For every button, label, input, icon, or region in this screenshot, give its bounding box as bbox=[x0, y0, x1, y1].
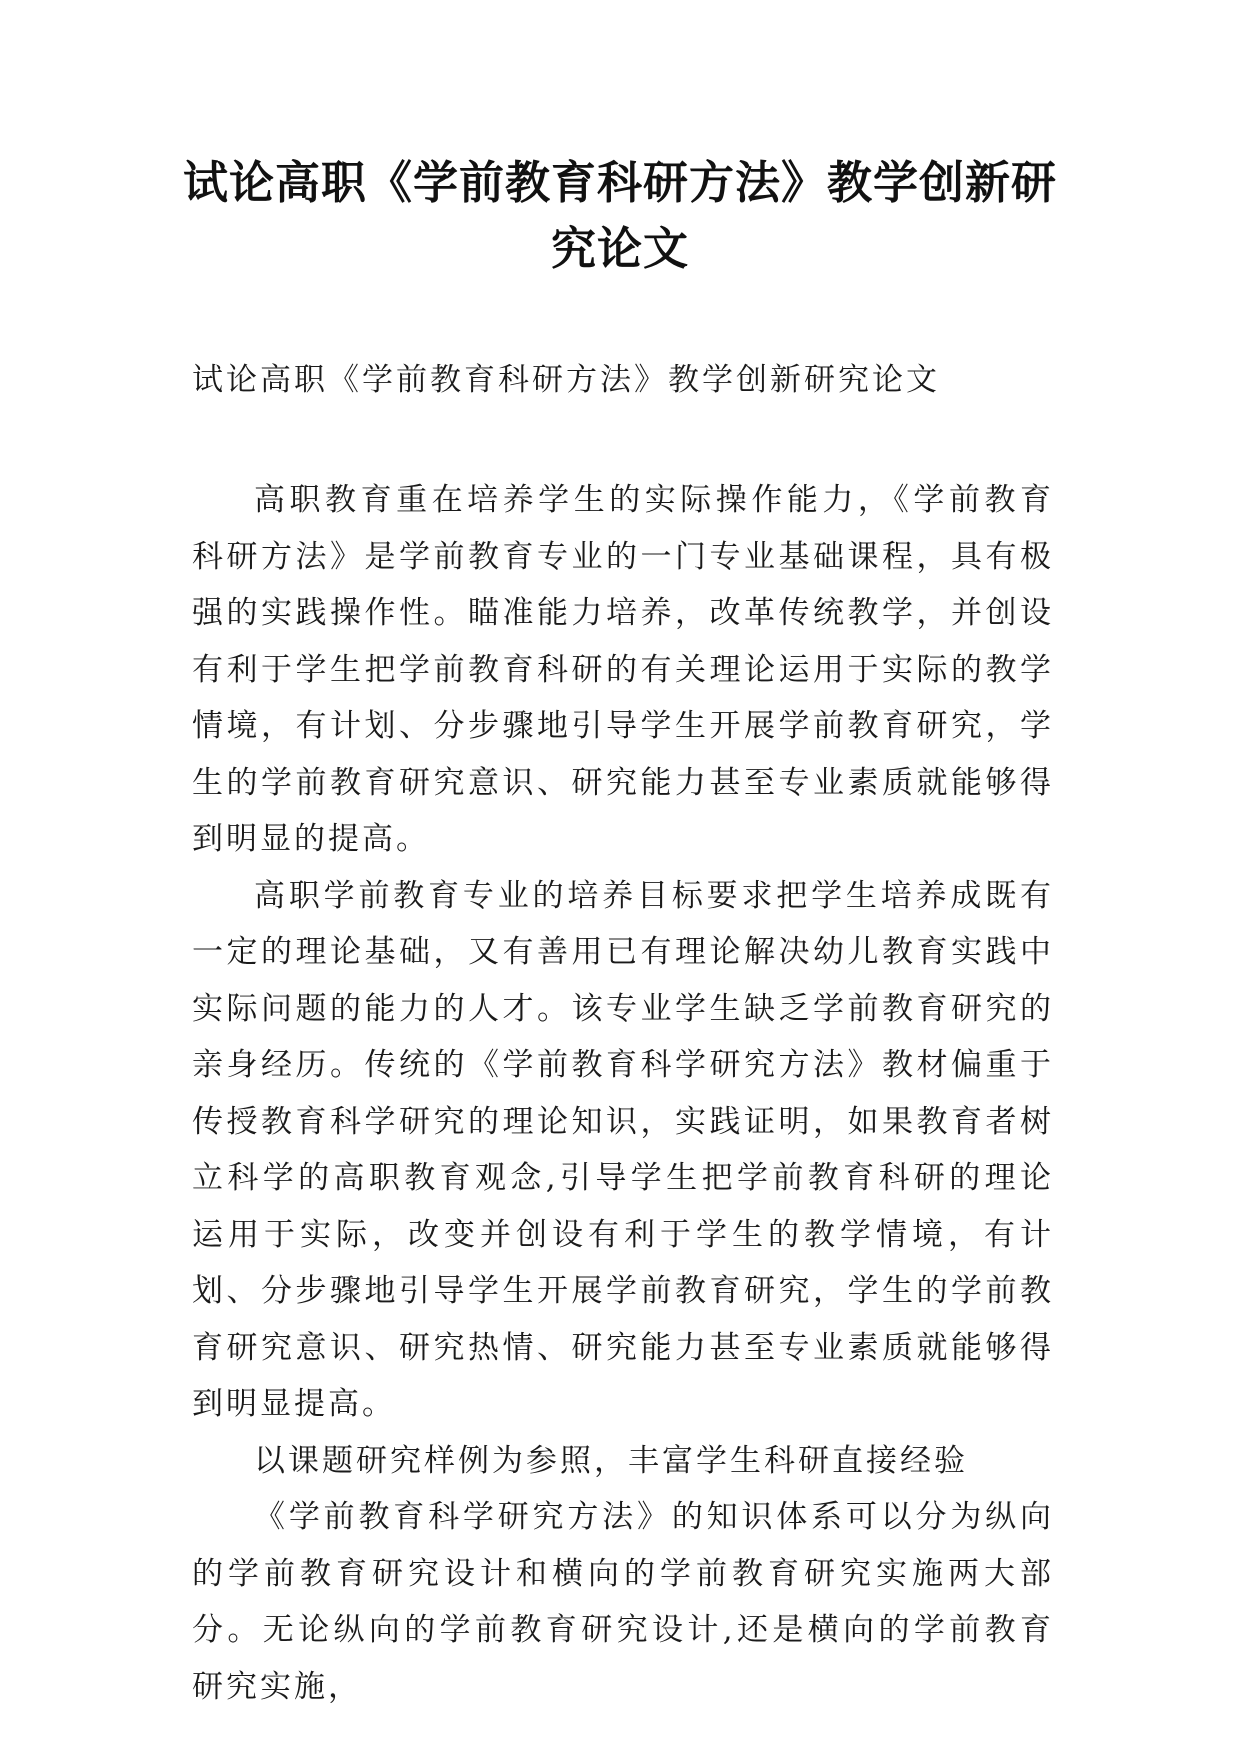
section-heading: 以课题研究样例为参照，丰富学生科研直接经验 bbox=[254, 1442, 968, 1479]
document-body bbox=[192, 472, 1054, 1715]
body-paragraph: 高职教育重在培养学生的实际操作能力，《学前教育科研方法》是学前教育专业的一门专业基础课程，具有极强的实践操作性。瞄准能力培养，改革传统教学，并创设有利于学生把学前教育科研的有关理论运用于实际的教学情境，有计划、分步骤地引导学生开展学前教育研究，学生的学前教育研究意识、研究能力甚至专业素质就能够得到明显的提高。 bbox=[192, 482, 1054, 857]
body-paragraph: 高职学前教育专业的培养目标要求把学生培养成既有一定的理论基础，又有善用已有理论解决幼儿教育实践中实际问题的能力的人才。该专业学生缺乏学前教育研究的亲身经历。传统的《学前教育科学研究方法》教材偏重于传授教育科学研究的理论知识，实践证明，如果教育者树立科学的高职教育观念,引导学生把学前教育科研的理论运用于实际，改变并创设有利于学生的教学情境，有计划、分步骤地引导学生开展学前教育研究，学生的学前教育研究意识、研究热情、研究能力甚至专业素质就能够得到明显提高。 bbox=[192, 877, 1054, 1422]
document-subtitle: 试论高职《学前教育科研方法》教学创新研究论文 bbox=[192, 362, 940, 398]
document-title: 试论高职《学前教育科研方法》教学创新研究论文 bbox=[182, 156, 1057, 275]
body-paragraph: 《学前教育科学研究方法》的知识体系可以分为纵向的学前教育研究设计和横向的学前教育研究实施两大部分。无论纵向的学前教育研究设计,还是横向的学前教育研究实施， bbox=[192, 1499, 1054, 1705]
